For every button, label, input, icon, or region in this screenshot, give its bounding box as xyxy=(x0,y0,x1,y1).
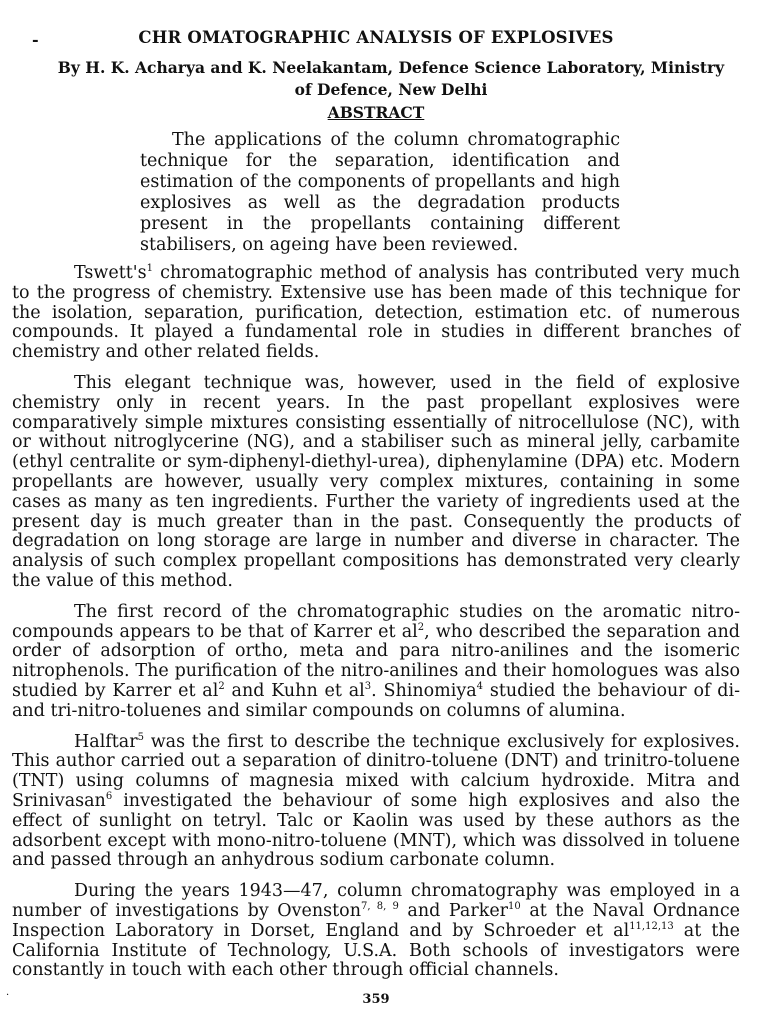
para1-rest: chromatographic method of analysis has contributed very much to the progress of chemistry. Extensive use has been made of this technique for the isolation, separation, purification, detection, estimation etc. of numerous compounds. It played a fundamental role in studies in different branches of chemistry and other related fields. xyxy=(12,263,740,363)
byline-line-1: By H. K. Acharya and K. Neelakantam, Defence Science Laboratory, Ministry xyxy=(57,58,725,77)
body-paragraph-4 xyxy=(12,733,740,872)
citation-superscript: 5 xyxy=(137,731,144,743)
para5-text-a: During the years 1943—47, column chromatography was employed in a number of investigations by Ovenston xyxy=(12,881,740,921)
para3-text-b: , who described the separation and order of adsorption of ortho, meta and para nitro-anilines and the isomeric nitrophenols. The purification of the nitro-anilines and their homologues was also studied by Karrer et al xyxy=(12,621,740,701)
citation-superscript: 10 xyxy=(508,901,521,913)
para3-text-c: and Kuhn et al xyxy=(224,680,365,701)
margin-mark: - xyxy=(32,30,39,49)
para3-text-d: . Shinomiya xyxy=(371,680,477,701)
body-paragraph-2: This elegant technique was, however, used in the field of explosive chemistry only in recent years. In the past propellant explosives were comparatively simple mixtures consisting essentially of nitrocellulose (NC), with or without nitroglycerine (NG), and a stabiliser such as mineral jelly, carbamite (ethyl centralite or sym-diphenyl-diethyl-urea), diphenylamine (DPA) etc. Modern propellants are however, usually very complex mixtures, containing in some cases as many as ten ingredients. Further the variety of ingredients used at the present day is much greater than in the past. Consequently the products of degradation on long storage are large in number and diverse in character. The analysis of such complex propellant compositions has demonstrated very clearly the value of this method. xyxy=(12,372,740,591)
citation-superscript: 11,12,13 xyxy=(629,920,674,932)
para5-text-c: at the Naval Ordnance Inspection Laboratory in Dorset, England and by Schroeder et al xyxy=(12,900,740,941)
page-number: 359 xyxy=(362,992,390,1008)
body-paragraph-1 xyxy=(12,264,740,363)
body-paragraph-5 xyxy=(12,882,740,981)
author-byline xyxy=(42,57,740,101)
para5-text-d: at the California Institute of Technology, U.S.A. Both schools of investigators were constantly in touch with each other through official channels. xyxy=(12,920,740,981)
citation-superscript: 7, 8, 9 xyxy=(360,901,399,913)
para5-text-b: and Parker xyxy=(398,900,509,921)
body-paragraph-3 xyxy=(12,603,740,722)
article-title: CHR OMATOGRAPHIC ANALYSIS OF EXPLOSIVES xyxy=(138,28,614,47)
byline-line-2: of Defence, New Delhi xyxy=(294,80,488,99)
citation-superscript: 3 xyxy=(364,681,372,693)
citation-superscript: 4 xyxy=(476,681,484,693)
para3-text-e: studied the behaviour of di-and tri-nitro-toluenes and similar compounds on columns of alumina. xyxy=(12,680,741,721)
citation-superscript: 1 xyxy=(146,263,153,275)
para4-text-c: investigated the behaviour of some high explosives and also the effect of sunlight on tetryl. Talc or Kaolin was used by these authors as the adsorbent except with mono-nitro-toluene (MNT), which was dissolved in toluene and passed through an anhydrous sodium carbonate column. xyxy=(12,790,740,871)
abstract-heading: ABSTRACT xyxy=(327,103,425,122)
para1-lead: Tswett's xyxy=(74,263,147,283)
citation-superscript: 2 xyxy=(417,621,425,633)
citation-superscript: 2 xyxy=(218,681,225,693)
para4-text-b: was the first to describe the technique exclusively for explosives. This author carried out a separation of dinitro-toluene (DNT) and trinitro-toluene (TNT) using columns of magnesia mixed with calcium hydroxide. Mitra and Srinivasan xyxy=(12,731,740,811)
corner-mark: · xyxy=(6,990,10,1001)
citation-superscript: 6 xyxy=(105,791,113,803)
para3-text-a: The first record of the chromatographic studies on the aromatic nitro-compounds appears to be that of Karrer et al xyxy=(12,601,740,642)
para4-text-a: Halftar xyxy=(74,731,138,752)
abstract-text: The applications of the column chromatographic technique for the separation, identification and estimation of the components of propellants and high explosives as well as the degradation products present in the propellants containing different stabilisers, on ageing have been reviewed. xyxy=(140,130,620,255)
